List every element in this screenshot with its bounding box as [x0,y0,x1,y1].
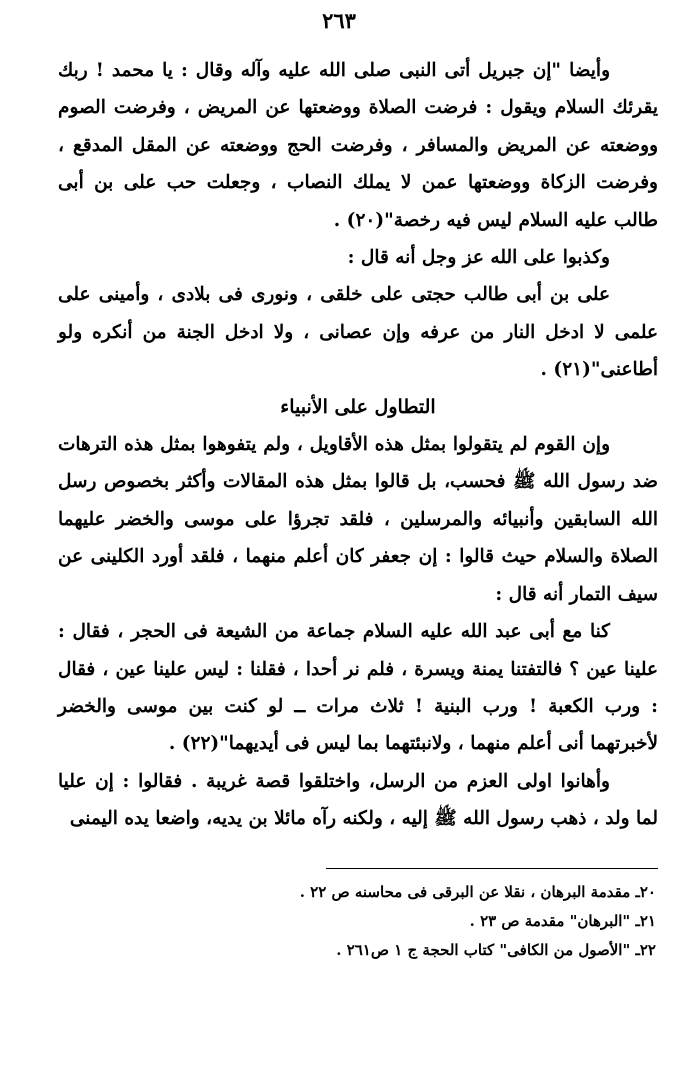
paragraph-gabriel-hadith: وأيضا "إن جبريل أتى النبى صلى الله عليه وآله وقال : يا محمد ! ربك يقرئك السلام ويقول : فرضت الصلاة ووضعتها عن المريض ، وفرضت الصوم ووضعته عن المريض والمسافر ، وفرضت الحج ووضعته عن المقل المدقع ، وفرضت الزكاة ووضعتها عمن لا يملك النصاب ، وجعلت حب على بن أبى طالب عليه السلام ليس فيه رخصة"(٢٠) . [58,60,658,231]
paragraph-ali-quote: على بن أبى طالب حجتى على خلقى ، ونورى فى بلادى ، وأمينى على علمى لا ادخل النار من عرفه وإن عصانى ، ولا ادخل الجنة من أنكره ولو أطاعنى"(٢١) . [58,284,658,381]
paragraph-hijr-narration: كنا مع أبى عبد الله عليه السلام جماعة من الشيعة فى الحجر ، فقال : علينا عين ؟ فالتفتنا يمنة ويسرة ، فلم نر أحدا ، فقلنا : ليس علينا عين ، فقال : ورب الكعبة ! ورب البنية ! ثلاث مرات ــ لو كنت بين موسى والخضر لأخبرتهما أنى أعلم منهما ، ولانبئتهما بما ليس فى أيديهما"(٢٢) . [58,621,658,755]
footnote-divider [326,868,658,869]
paragraph-ulul-azm: وأهانوا اولى العزم من الرسل، واختلقوا قصة غريبة . فقالوا : إن عليا لما ولد ، ذهب رسول الله ﷺ إليه ، ولكنه رآه مائلا بن يديه، واضعا يده اليمنى [58,770,658,830]
body-text [58,52,658,838]
footnote-22: ٢٢ـ "الأصول من الكافى" كتاب الحجة ج ١ ص٢٦١ . [336,941,656,959]
section-heading: التطاول على الأنبياء [280,395,436,418]
page-number: ٢٦٣ [322,8,356,33]
footnote-20: ٢٠ـ مقدمة البرهان ، نقلا عن البرقى فى محاسنه ص ٢٢ . [299,883,656,901]
paragraph-prophets-intro: وإن القوم لم يتقولوا بمثل هذه الأقاويل ، ولم يتفوهوا بمثل هذه الترهات ضد رسول الله ﷺ فحسب، بل قالوا بمثل هذه المقالات وأكثر بخصوص رسل الله السابقين وأنبيائه والمرسلين ، فلقد تجرؤا على موسى والخضر عليهما الصلاة والسلام حيث قالوا : إن جعفر كان أعلم منهما ، فلقد أورد الكلينى عن سيف التمار أنه قال : [58,434,658,605]
footnotes [58,878,658,965]
footnote-21: ٢١ـ "البرهان" مقدمة ص ٢٣ . [469,912,656,930]
paragraph-lies-intro: وكذبوا على الله عز وجل أنه قال : [347,247,610,269]
